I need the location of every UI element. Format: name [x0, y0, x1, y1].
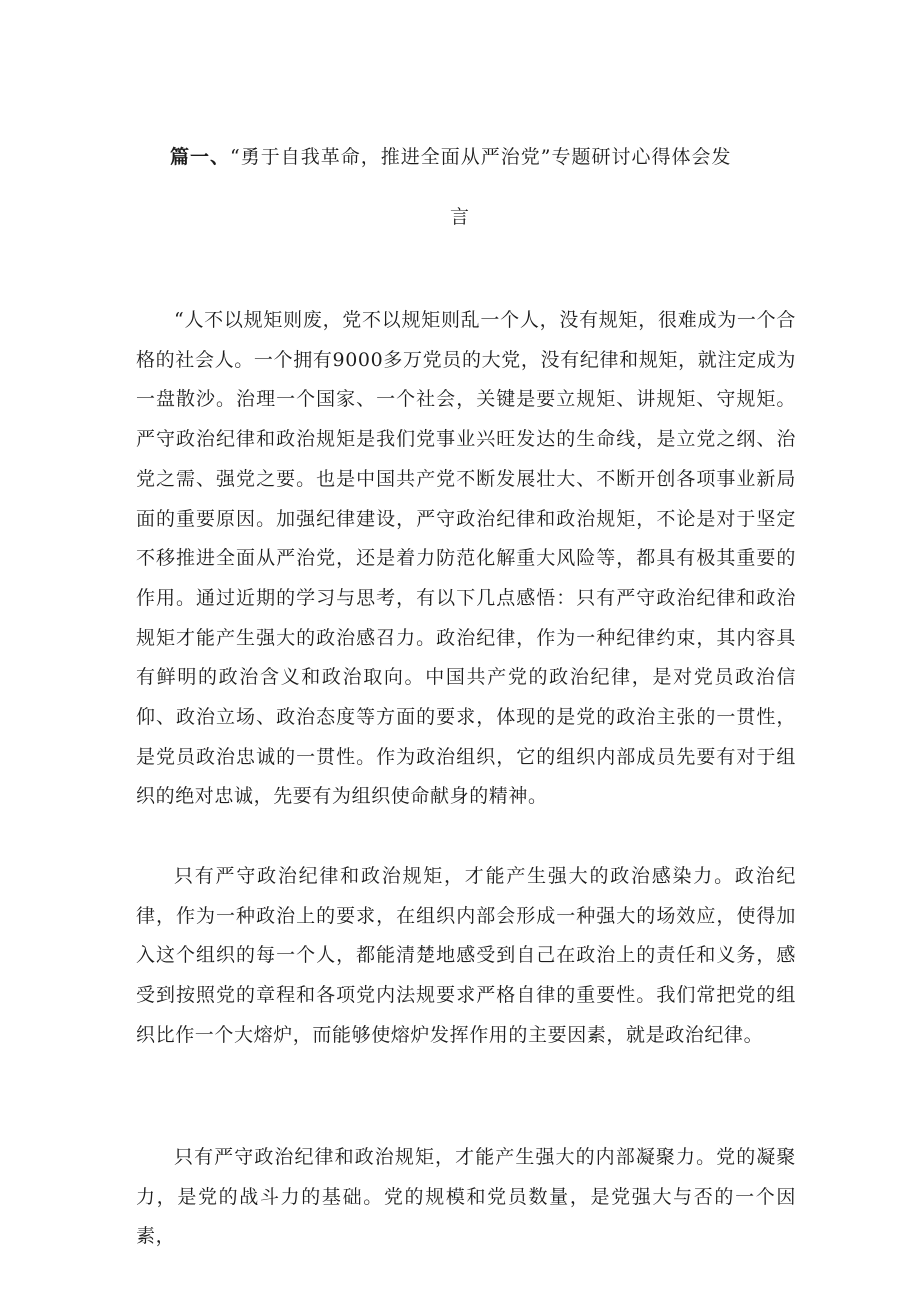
- paragraph-3: 只有严守政治纪律和政治规矩，才能产生强大的内部凝聚力。党的凝聚力，是党的战斗力的基础。党的规模和党员数量，是党强大与否的一个因素，: [136, 1146, 796, 1248]
- paragraph-1: “人不以规矩则废，党不以规矩则乱一个人，没有规矩，很难成为一个合格的社会人。一个拥有9000多万党员的大党，没有纪律和规矩，就注定成为一盘散沙。治理一个国家、一个社会，关键是要立规矩、讲规矩、守规矩。严守政治纪律和政治规矩是我们党事业兴旺发达的生命线，是立党之纲、治党之需、强党之要。也是中国共产党不断发展壮大、不断开创各项事业新局面的重要原因。加强纪律建设，严守政治纪律和政治规矩，不论是对于坚定不移推进全面从严治党，还是着力防范化解重大风险等，都具有极其重要的作用。通过近期的学习与思考，有以下几点感悟：只有严守政治纪律和政治规矩才能产生强大的政治感召力。政治纪律，作为一种纪律约束，其内容具有鲜明的政治含义和政治取向。中国共产党的政治纪律，是对党员政治信仰、政治立场、政治态度等方面的要求，体现的是党的政治主张的一贯性，是党员政治忠诚的一贯性。作为政治组织，它的组织内部成员先要有对于组织的绝对忠诚，先要有为组织使命献身的精神。: [136, 309, 796, 808]
- title-prefix: 篇一、: [170, 146, 231, 168]
- paragraph-2: 只有严守政治纪律和政治规矩，才能产生强大的政治感染力。政治纪律，作为一种政治上的要求，在组织内部会形成一种强大的场效应，使得加入这个组织的每一个人，都能清楚地感受到自己在政治上的责任和义务，感受到按照党的章程和各项党内法规要求严格自律的重要性。我们常把党的组织比作一个大熔炉，而能够使熔炉发挥作用的主要因素，就是政治纪律。: [136, 865, 796, 1046]
- title-main: “勇于自我革命，推进全面从严治党”专题研讨心得体会发: [230, 146, 732, 168]
- title-line-2: 言: [450, 206, 470, 228]
- title-line-1: [170, 140, 731, 174]
